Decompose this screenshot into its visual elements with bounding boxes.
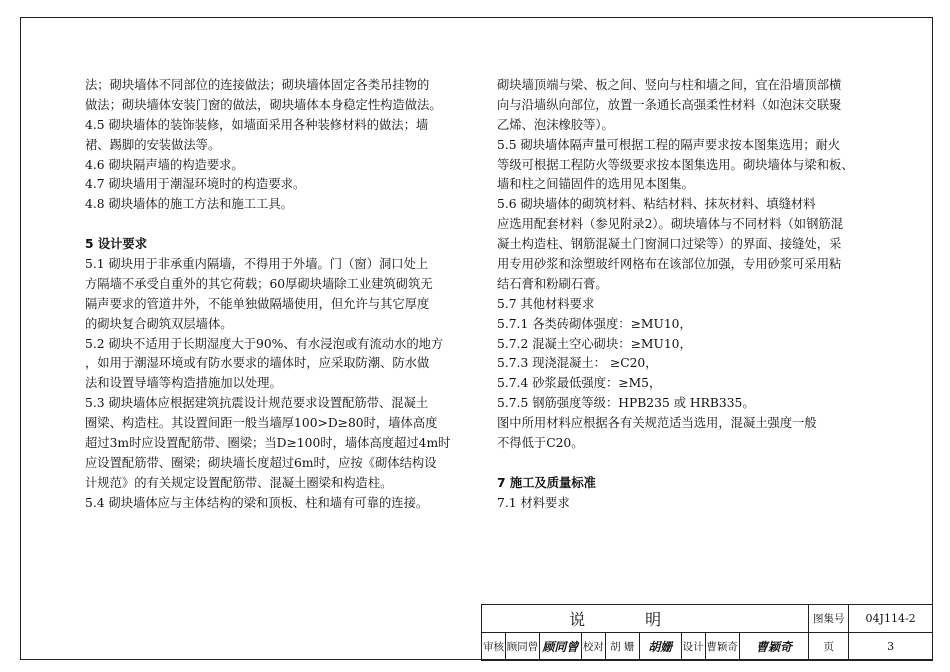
text-line: 向与沿墙纵向部位，放置一条通长高强柔性材料（如泡沫交联聚 bbox=[497, 97, 842, 112]
reviewer-name: 顾同曾 bbox=[505, 633, 539, 661]
text-line: 乙烯、泡沫橡胶等）。 bbox=[497, 117, 614, 132]
proofreader-signature: 胡姗 bbox=[639, 633, 681, 661]
text-line: 5.1 砌块用于非承重内隔墙，不得用于外墙。门（窗）洞口处上 bbox=[85, 257, 429, 272]
text-line: 5.5 砌块墙体隔声量可根据工程的隔声要求按本图集选用；耐火 bbox=[497, 137, 841, 152]
paragraph-gap bbox=[85, 215, 457, 235]
text-line: 图中所用材料应根据各有关规范适当选用，混凝土强度一般 bbox=[497, 416, 817, 431]
text-line: 计规范》的有关规定设置配筋带、混凝土圈梁和构造柱。 bbox=[85, 475, 393, 490]
text-line: 5.7.4 砂浆最低强度：≥M5， bbox=[497, 376, 662, 391]
text-line: 4.6 砌块隔声墙的构造要求。 bbox=[85, 157, 244, 172]
text-line: 方隔墙不承受自重外的其它荷载；60厚砌块墙除工业建筑砌筑无 bbox=[85, 276, 433, 291]
text-line: 凝土构造柱、钢筋混凝土门窗洞口过梁等）的界面、接缝处，采 bbox=[497, 237, 842, 252]
text-line: ，如用于潮湿环境或有防水要求的墙体时，应采取防潮、防水做 bbox=[85, 356, 430, 371]
text-line: 4.7 砌块墙用于潮湿环境时的构造要求。 bbox=[85, 177, 306, 192]
text-line: 4.5 砌块墙体的装饰装修，如墙面采用各种装修材料的做法；墙 bbox=[85, 117, 429, 132]
designer-signature: 曹颖奇 bbox=[739, 633, 809, 661]
atlas-number-label: 图集号 bbox=[809, 605, 849, 633]
section-heading: 5 设计要求 bbox=[85, 237, 148, 252]
text-line: 4.8 砌块墙体的施工方法和施工工具。 bbox=[85, 197, 293, 212]
proofread-label: 校对 bbox=[581, 633, 605, 661]
page-label: 页 bbox=[809, 633, 849, 661]
text-line: 隔声要求的管道井外，不能单独做隔墙使用，但允许与其它厚度 bbox=[85, 296, 430, 311]
page-number: 3 bbox=[849, 633, 933, 661]
text-line: 砌块墙顶端与梁、板之间、竖向与柱和墙之间，宜在沿墙顶部横 bbox=[497, 78, 842, 92]
review-label: 审核 bbox=[482, 633, 506, 661]
text-line: 7.1 材料要求 bbox=[497, 495, 570, 510]
text-line: 5.7.1 各类砖砌体强度：≥MU10， bbox=[497, 316, 692, 331]
right-column bbox=[497, 76, 859, 514]
left-column bbox=[85, 76, 457, 514]
title-block bbox=[481, 604, 933, 661]
paragraph-gap bbox=[497, 454, 859, 474]
text-line: 裙、踢脚的安装做法等。 bbox=[85, 137, 221, 152]
text-line: 用专用砂浆和涂塑玻纤网格布在该部位加强，专用砂浆可采用粘 bbox=[497, 257, 842, 272]
text-line: 结石膏和粉刷石膏。 bbox=[497, 276, 608, 291]
text-line: 5.7 其他材料要求 bbox=[497, 296, 595, 311]
text-line: 等级可根据工程防火等级要求按本图集选用。砌块墙体与梁和板、 bbox=[497, 157, 854, 172]
sheet-title: 说明 bbox=[482, 605, 809, 633]
designer-name: 曹颖奇 bbox=[705, 633, 739, 661]
atlas-number: 04J114-2 bbox=[849, 605, 933, 633]
text-line: 5.4 砌块墙体应与主体结构的梁和顶板、柱和墙有可靠的连接。 bbox=[85, 495, 429, 510]
text-line: 5.2 砌块不适用于长期湿度大于90%、有水浸泡或有流动水的地方 bbox=[85, 336, 444, 351]
text-line: 超过3m时应设置配筋带、圈梁；当D≥100时，墙体高度超过4m时 bbox=[85, 436, 451, 451]
text-line: 应选用配套材料（参见附录2）。砌块墙体与不同材料（如钢筋混 bbox=[497, 217, 843, 232]
text-line: 的砌块复合砌筑双层墙体。 bbox=[85, 316, 233, 331]
text-line: 圈梁、构造柱。其设置间距一般当墙厚100>D≥80时，墙体高度 bbox=[85, 416, 438, 431]
text-line: 5.7.5 钢筋强度等级：HPB235 或 HRB335。 bbox=[497, 396, 755, 411]
text-line: 不得低于C20。 bbox=[497, 436, 584, 451]
text-line: 5.6 砌块墙体的砌筑材料、粘结材料、抹灰材料、填缝材料 bbox=[497, 197, 816, 212]
text-line: 墙和柱之间锚固件的选用见本图集。 bbox=[497, 177, 694, 192]
text-line: 做法；砌块墙体安装门窗的做法，砌块墙体本身稳定性构造做法。 bbox=[85, 97, 442, 112]
reviewer-signature: 顾同曾 bbox=[539, 633, 581, 661]
text-line: 法；砌块墙体不同部位的连接做法；砌块墙体固定各类吊挂物的 bbox=[85, 78, 430, 92]
text-line: 5.7.2 混凝土空心砌块：≥MU10， bbox=[497, 336, 692, 351]
section-heading: 7 施工及质量标准 bbox=[497, 475, 596, 490]
text-line: 应设置配筋带、圈梁；砌块墙长度超过6m时，应按《砌体结构设 bbox=[85, 455, 437, 470]
text-line: 5.7.3 现浇混凝土： ≥C20， bbox=[497, 356, 658, 371]
text-line: 5.3 砌块墙体应根据建筑抗震设计规范要求设置配筋带、混凝土 bbox=[85, 396, 429, 411]
design-label: 设计 bbox=[681, 633, 705, 661]
text-line: 法和设置导墙等构造措施加以处理。 bbox=[85, 376, 282, 391]
proofreader-name: 胡 姗 bbox=[605, 633, 639, 661]
